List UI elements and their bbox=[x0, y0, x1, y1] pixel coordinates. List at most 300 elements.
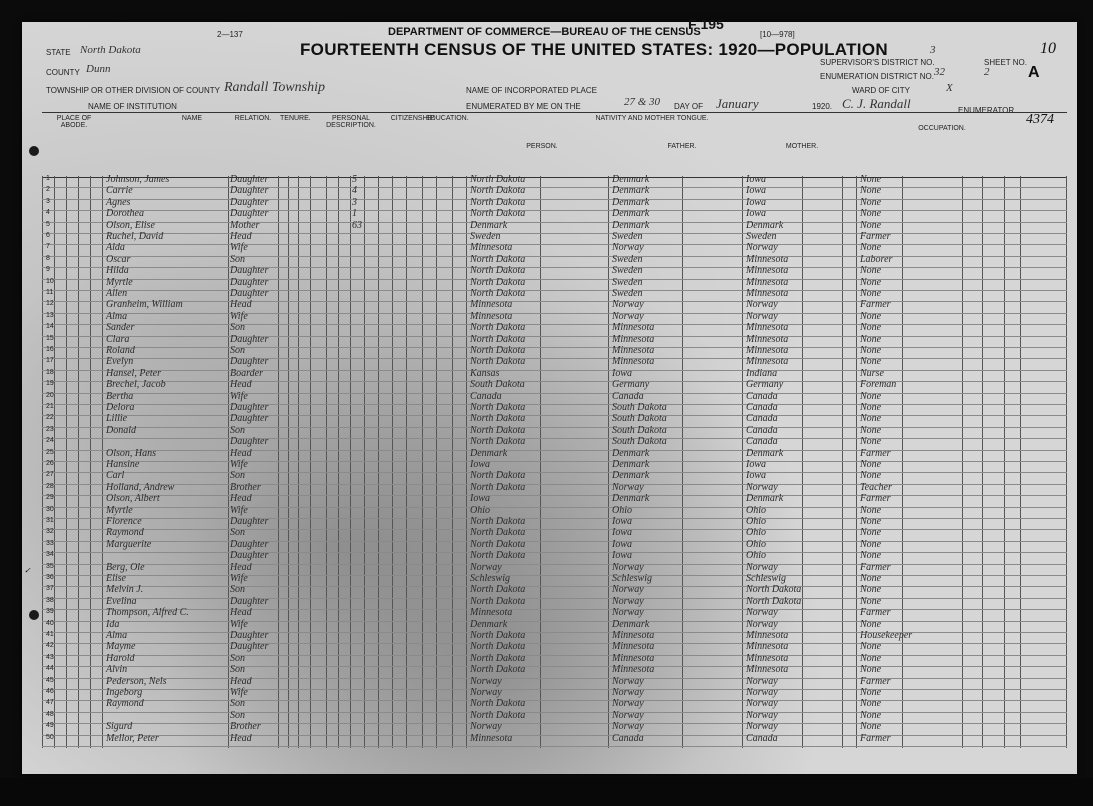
row-occupation: None bbox=[860, 390, 882, 402]
row-line bbox=[42, 290, 1067, 291]
row-line bbox=[42, 507, 1067, 508]
row-father-birthplace: Sweden bbox=[612, 288, 643, 299]
row-line bbox=[42, 472, 1067, 473]
row-name: Evelina bbox=[106, 595, 137, 607]
row-name: Elise bbox=[106, 573, 126, 584]
row-mother-birthplace: Minnesota bbox=[746, 276, 789, 288]
row-relation: Daughter bbox=[230, 402, 269, 413]
row-father-birthplace: Norway bbox=[612, 675, 644, 687]
row-number: 10 bbox=[46, 277, 54, 285]
row-line bbox=[42, 575, 1067, 576]
nativity-heading: NATIVITY AND MOTHER TONGUE. bbox=[595, 115, 709, 122]
row-name: Berg, Ole bbox=[106, 561, 145, 573]
row-relation: Wife bbox=[230, 687, 248, 698]
row-birthplace: North Dakota bbox=[470, 276, 526, 288]
row-birthplace: North Dakota bbox=[470, 709, 526, 721]
row-name: Raymond bbox=[106, 698, 144, 710]
row-father-birthplace: Schleswig bbox=[612, 573, 652, 584]
row-line bbox=[42, 187, 1067, 188]
row-name: Harold bbox=[106, 652, 135, 664]
row-line bbox=[42, 746, 1067, 747]
form-code: [10—978] bbox=[760, 30, 795, 39]
row-father-birthplace: Minnesota bbox=[612, 652, 655, 664]
row-birthplace: Denmark bbox=[470, 219, 508, 231]
personal-heading: PERSONAL DESCRIPTION. bbox=[326, 115, 376, 129]
row-relation: Son bbox=[230, 664, 245, 676]
row-number: 43 bbox=[46, 653, 54, 661]
row-mother-birthplace: Denmark bbox=[746, 219, 784, 231]
row-name: Alma bbox=[106, 310, 128, 322]
row-number: 44 bbox=[46, 665, 54, 673]
row-occupation: None bbox=[860, 721, 882, 733]
row-relation: Daughter bbox=[230, 208, 269, 220]
row-father-birthplace: South Dakota bbox=[612, 413, 667, 425]
row-occupation: None bbox=[860, 174, 882, 185]
row-number: 24 bbox=[46, 437, 54, 445]
row-relation: Son bbox=[230, 424, 245, 436]
incorporated-label: NAME OF INCORPORATED PLACE bbox=[466, 86, 597, 95]
tenure-heading: TENURE. bbox=[280, 115, 311, 122]
row-line bbox=[42, 529, 1067, 530]
row-father-birthplace: Denmark bbox=[612, 219, 650, 231]
row-occupation: Farmer bbox=[860, 493, 891, 505]
row-line bbox=[42, 404, 1067, 405]
row-occupation: Farmer bbox=[860, 561, 891, 573]
row-number: 2 bbox=[46, 186, 50, 194]
row-name: Alma bbox=[106, 630, 128, 641]
row-birthplace: North Dakota bbox=[470, 664, 526, 676]
row-birthplace: North Dakota bbox=[470, 436, 526, 448]
row-mother-birthplace: Denmark bbox=[746, 493, 784, 505]
row-number: 39 bbox=[46, 608, 54, 616]
row-father-birthplace: Denmark bbox=[612, 185, 650, 197]
row-father-birthplace: Denmark bbox=[612, 447, 650, 459]
row-father-birthplace: Minnesota bbox=[612, 345, 655, 356]
row-name: Thompson, Alfred C. bbox=[106, 607, 189, 619]
row-number: 3 bbox=[46, 197, 50, 205]
enumerator-label: ENUMERATOR. bbox=[958, 106, 1017, 115]
row-birthplace: North Dakota bbox=[470, 174, 526, 185]
row-relation: Daughter bbox=[230, 641, 269, 653]
row-mother-birthplace: Ohio bbox=[746, 516, 766, 527]
row-line bbox=[42, 678, 1067, 679]
row-name: Alda bbox=[106, 242, 125, 254]
row-occupation: None bbox=[860, 664, 882, 676]
row-father-birthplace: Norway bbox=[612, 481, 644, 493]
row-birthplace: Minnesota bbox=[470, 242, 513, 254]
row-number: 4 bbox=[46, 209, 50, 217]
row-name: Ida bbox=[106, 618, 120, 630]
row-father-birthplace: Minnesota bbox=[612, 630, 655, 641]
row-name: Oscar bbox=[106, 253, 131, 265]
row-relation: Daughter bbox=[230, 356, 269, 368]
row-occupation: None bbox=[860, 584, 882, 596]
row-occupation: Laborer bbox=[860, 253, 893, 265]
row-father-birthplace: Ohio bbox=[612, 504, 632, 516]
row-mother-birthplace: Minnesota bbox=[746, 641, 789, 653]
row-mother-birthplace: Schleswig bbox=[746, 573, 786, 584]
row-line bbox=[42, 347, 1067, 348]
row-line bbox=[42, 643, 1067, 644]
row-father-birthplace: Denmark bbox=[612, 174, 650, 185]
institution-label: NAME OF INSTITUTION bbox=[88, 102, 177, 111]
row-father-birthplace: Norway bbox=[612, 595, 644, 607]
row-line bbox=[42, 689, 1067, 690]
row-name: Carl bbox=[106, 470, 125, 482]
row-line bbox=[42, 381, 1067, 382]
row-occupation: None bbox=[860, 196, 882, 208]
row-number: 5 bbox=[46, 220, 50, 228]
row-birthplace: North Dakota bbox=[470, 253, 526, 265]
row-occupation: None bbox=[860, 538, 882, 550]
row-relation: Head bbox=[230, 607, 252, 619]
row-number: 41 bbox=[46, 631, 54, 638]
education-heading: EDUCATION. bbox=[426, 115, 469, 122]
row-number: 50 bbox=[46, 733, 54, 741]
row-birthplace: North Dakota bbox=[470, 470, 526, 482]
row-mother-birthplace: Minnesota bbox=[746, 322, 789, 334]
year-label: 1920. bbox=[812, 102, 833, 111]
enumerated-label: ENUMERATED BY ME ON THE bbox=[466, 102, 581, 111]
row-mother-birthplace: Ohio bbox=[746, 504, 766, 516]
row-line bbox=[42, 427, 1067, 428]
enumerator-name: C. J. Randall bbox=[842, 96, 911, 111]
row-name: Carrie bbox=[106, 185, 133, 197]
row-mother-birthplace: Iowa bbox=[746, 196, 766, 208]
row-birthplace: North Dakota bbox=[470, 265, 526, 277]
row-name: Sigurd bbox=[106, 721, 133, 733]
department-heading: DEPARTMENT OF COMMERCE—BUREAU OF THE CENSUS bbox=[388, 26, 701, 38]
row-occupation: None bbox=[860, 413, 882, 425]
row-father-birthplace: Denmark bbox=[612, 459, 650, 470]
row-birthplace: Iowa bbox=[470, 459, 490, 470]
row-father-birthplace: Norway bbox=[612, 584, 644, 596]
row-occupation: Farmer bbox=[860, 607, 891, 619]
row-birthplace: Sweden bbox=[470, 231, 501, 242]
row-mother-birthplace: Canada bbox=[746, 436, 778, 448]
row-number: 25 bbox=[46, 448, 54, 456]
row-occupation: None bbox=[860, 527, 882, 539]
row-occupation: None bbox=[860, 265, 882, 277]
supervisor-label: SUPERVISOR'S DISTRICT NO. bbox=[820, 58, 935, 67]
row-relation: Daughter bbox=[230, 185, 269, 197]
row-name: Holland, Andrew bbox=[106, 481, 175, 493]
row-number: 35 bbox=[46, 562, 54, 570]
stamp-number: F 195 bbox=[688, 16, 724, 32]
row-birthplace: Denmark bbox=[470, 447, 508, 459]
row-birthplace: North Dakota bbox=[470, 356, 526, 368]
row-father-birthplace: Denmark bbox=[612, 470, 650, 482]
row-relation: Head bbox=[230, 732, 252, 744]
row-occupation: None bbox=[860, 322, 882, 334]
row-occupation: None bbox=[860, 709, 882, 721]
row-number: 6 bbox=[46, 232, 50, 239]
day-of-label: DAY OF bbox=[674, 102, 704, 111]
county-label: COUNTY bbox=[46, 68, 80, 77]
row-mother-birthplace: Norway bbox=[746, 675, 778, 687]
sheet-value: 2 bbox=[984, 66, 990, 78]
row-name: Evelyn bbox=[106, 356, 134, 368]
row-line bbox=[42, 723, 1067, 724]
row-mother-birthplace: Germany bbox=[746, 379, 784, 391]
row-mother-birthplace: Norway bbox=[746, 481, 778, 493]
row-number: 34 bbox=[46, 551, 54, 559]
row-line bbox=[42, 495, 1067, 496]
row-father-birthplace: Norway bbox=[612, 242, 644, 254]
row-line bbox=[42, 735, 1067, 736]
row-father-birthplace: Iowa bbox=[612, 550, 632, 562]
county-value: Dunn bbox=[86, 63, 111, 75]
row-name: Olson, Elise bbox=[106, 219, 155, 231]
row-occupation: None bbox=[860, 459, 882, 470]
row-father-birthplace: Norway bbox=[612, 687, 644, 698]
row-occupation: None bbox=[860, 345, 882, 356]
row-occupation: Farmer bbox=[860, 299, 891, 311]
row-occupation: None bbox=[860, 641, 882, 653]
row-occupation: None bbox=[860, 436, 882, 448]
name-heading: NAME bbox=[181, 115, 203, 122]
punch-hole bbox=[29, 146, 39, 156]
row-number: 13 bbox=[46, 311, 54, 319]
row-name: Myrtle bbox=[106, 276, 133, 288]
row-occupation: None bbox=[860, 550, 882, 562]
row-name: Johnson, James bbox=[106, 174, 170, 185]
row-mother-birthplace: Minnesota bbox=[746, 265, 789, 277]
row-number: 42 bbox=[46, 642, 54, 650]
row-occupation: Foreman bbox=[860, 379, 897, 391]
row-line bbox=[42, 358, 1067, 359]
row-mother-birthplace: North Dakota bbox=[746, 595, 802, 607]
margin-number: 4374 bbox=[1026, 112, 1054, 127]
row-birthplace: North Dakota bbox=[470, 538, 526, 550]
row-father-birthplace: Minnesota bbox=[612, 641, 655, 653]
row-name: Granheim, William bbox=[106, 299, 183, 311]
row-mother-birthplace: Indiana bbox=[746, 367, 778, 379]
row-occupation: Housekeeper bbox=[860, 630, 913, 641]
census-table bbox=[42, 176, 1067, 748]
row-number: 20 bbox=[46, 391, 54, 399]
scan-border bbox=[0, 778, 1093, 806]
row-relation: Daughter bbox=[230, 516, 269, 527]
row-relation: Son bbox=[230, 345, 245, 356]
row-father-birthplace: Iowa bbox=[612, 516, 632, 527]
row-relation: Wife bbox=[230, 390, 248, 402]
row-mother-birthplace: Canada bbox=[746, 413, 778, 425]
row-name: Florence bbox=[106, 516, 142, 527]
row-relation: Head bbox=[230, 231, 252, 242]
row-number: 40 bbox=[46, 619, 54, 627]
row-line bbox=[42, 564, 1067, 565]
row-occupation: None bbox=[860, 573, 882, 584]
row-birthplace: North Dakota bbox=[470, 652, 526, 664]
row-name: Raymond bbox=[106, 527, 144, 539]
row-name: Alvin bbox=[106, 664, 128, 676]
row-occupation: None bbox=[860, 219, 882, 231]
row-name: Hilda bbox=[106, 265, 129, 277]
row-relation: Daughter bbox=[230, 276, 269, 288]
sheet-letter: A bbox=[1028, 64, 1040, 81]
row-name: Clara bbox=[106, 333, 130, 345]
row-name: Mellor, Peter bbox=[106, 732, 159, 744]
row-father-birthplace: Sweden bbox=[612, 231, 643, 242]
row-line bbox=[42, 586, 1067, 587]
row-birthplace: Denmark bbox=[470, 618, 508, 630]
row-mother-birthplace: Norway bbox=[746, 310, 778, 322]
row-mother-birthplace: Ohio bbox=[746, 550, 766, 562]
row-relation: Daughter bbox=[230, 538, 269, 550]
row-birthplace: Kansas bbox=[470, 367, 500, 379]
row-name: Myrtle bbox=[106, 504, 133, 516]
row-name: Hansel, Peter bbox=[106, 367, 161, 379]
row-mother-birthplace: Canada bbox=[746, 732, 778, 744]
row-father-birthplace: Norway bbox=[612, 709, 644, 721]
row-occupation: None bbox=[860, 288, 882, 299]
row-mother-birthplace: Minnesota bbox=[746, 345, 789, 356]
row-birthplace: North Dakota bbox=[470, 550, 526, 562]
row-father-birthplace: Germany bbox=[612, 379, 650, 391]
row-number: 32 bbox=[46, 528, 54, 536]
row-occupation: None bbox=[860, 310, 882, 322]
row-occupation: None bbox=[860, 333, 882, 345]
row-number: 9 bbox=[46, 266, 50, 274]
row-father-birthplace: Minnesota bbox=[612, 322, 655, 334]
row-line bbox=[42, 518, 1067, 519]
row-mother-birthplace: Minnesota bbox=[746, 664, 789, 676]
supervisor-value: 3 bbox=[930, 44, 936, 56]
row-name: Delora bbox=[106, 402, 135, 413]
row-birthplace: Norway bbox=[470, 721, 502, 733]
row-birthplace: North Dakota bbox=[470, 196, 526, 208]
row-line bbox=[42, 199, 1067, 200]
row-number: 23 bbox=[46, 425, 54, 433]
row-number: 14 bbox=[46, 323, 54, 331]
row-name: Olson, Hans bbox=[106, 447, 157, 459]
row-father-birthplace: Norway bbox=[612, 607, 644, 619]
row-number: 26 bbox=[46, 460, 54, 467]
row-line bbox=[42, 279, 1067, 280]
row-relation: Wife bbox=[230, 310, 248, 322]
row-birthplace: Iowa bbox=[470, 493, 490, 505]
enumeration-value: 32 bbox=[934, 66, 945, 78]
enumerated-day: 27 & 30 bbox=[624, 96, 661, 108]
row-relation: Son bbox=[230, 470, 245, 482]
row-number: 49 bbox=[46, 722, 54, 730]
row-number: 21 bbox=[46, 403, 54, 410]
row-mother-birthplace: Iowa bbox=[746, 208, 766, 220]
row-relation: Head bbox=[230, 447, 252, 459]
row-name: Pederson, Nels bbox=[106, 675, 167, 687]
row-relation: Son bbox=[230, 253, 245, 265]
row-occupation: None bbox=[860, 424, 882, 436]
row-line bbox=[42, 700, 1067, 701]
row-relation: Wife bbox=[230, 242, 248, 254]
ward-label: WARD OF CITY bbox=[852, 86, 910, 95]
father-heading: FATHER. bbox=[667, 143, 697, 150]
row-number: 45 bbox=[46, 676, 54, 684]
row-relation: Daughter bbox=[230, 196, 269, 208]
row-occupation: None bbox=[860, 504, 882, 516]
row-birthplace: Norway bbox=[470, 687, 502, 698]
row-birthplace: Minnesota bbox=[470, 732, 513, 744]
row-birthplace: North Dakota bbox=[470, 402, 526, 413]
row-line bbox=[42, 393, 1067, 394]
row-occupation: None bbox=[860, 276, 882, 288]
row-relation: Son bbox=[230, 652, 245, 664]
row-father-birthplace: South Dakota bbox=[612, 402, 667, 413]
row-name: Brechel, Jacob bbox=[106, 379, 166, 391]
row-line bbox=[42, 609, 1067, 610]
ward-value: X bbox=[946, 82, 953, 94]
row-name: Bertha bbox=[106, 390, 134, 402]
row-name: Hansine bbox=[106, 459, 140, 470]
row-mother-birthplace: Sweden bbox=[746, 231, 777, 242]
row-relation: Daughter bbox=[230, 550, 269, 562]
row-line bbox=[42, 598, 1067, 599]
row-birthplace: Norway bbox=[470, 561, 502, 573]
row-birthplace: North Dakota bbox=[470, 516, 526, 527]
row-occupation: None bbox=[860, 185, 882, 197]
row-name: Ruchel, David bbox=[106, 231, 164, 242]
row-birthplace: North Dakota bbox=[470, 288, 526, 299]
row-mother-birthplace: Norway bbox=[746, 721, 778, 733]
row-occupation: Farmer bbox=[860, 675, 891, 687]
row-line bbox=[42, 313, 1067, 314]
corner-note: 10 bbox=[1040, 40, 1056, 57]
row-mother-birthplace: Canada bbox=[746, 424, 778, 436]
row-number: 12 bbox=[46, 300, 54, 308]
row-mother-birthplace: Canada bbox=[746, 390, 778, 402]
row-father-birthplace: Minnesota bbox=[612, 356, 655, 368]
row-line bbox=[42, 415, 1067, 416]
margin-mark: ✓ bbox=[24, 566, 31, 575]
row-relation: Head bbox=[230, 561, 252, 573]
row-occupation: None bbox=[860, 595, 882, 607]
row-mother-birthplace: Norway bbox=[746, 607, 778, 619]
state-value: North Dakota bbox=[80, 44, 141, 56]
row-name: Lillie bbox=[106, 413, 128, 425]
row-occupation: None bbox=[860, 687, 882, 698]
row-relation: Daughter bbox=[230, 413, 269, 425]
row-name: Mayme bbox=[106, 641, 136, 653]
row-line bbox=[42, 244, 1067, 245]
row-number: 22 bbox=[46, 414, 54, 422]
row-birthplace: Minnesota bbox=[470, 607, 513, 619]
row-father-birthplace: Norway bbox=[612, 561, 644, 573]
row-occupation: None bbox=[860, 698, 882, 710]
row-relation: Wife bbox=[230, 618, 248, 630]
row-line bbox=[42, 484, 1067, 485]
enumeration-label: ENUMERATION DISTRICT NO. bbox=[820, 72, 934, 81]
row-occupation: None bbox=[860, 242, 882, 254]
row-birthplace: North Dakota bbox=[470, 322, 526, 334]
row-number: 27 bbox=[46, 471, 54, 479]
form-number: 2—137 bbox=[217, 30, 243, 39]
row-number: 36 bbox=[46, 574, 54, 581]
row-birthplace: North Dakota bbox=[470, 185, 526, 197]
row-birthplace: North Dakota bbox=[470, 584, 526, 596]
row-birthplace: South Dakota bbox=[470, 379, 525, 391]
row-line bbox=[42, 222, 1067, 223]
row-birthplace: Minnesota bbox=[470, 310, 513, 322]
row-mother-birthplace: Canada bbox=[746, 402, 778, 413]
state-label: STATE bbox=[46, 48, 71, 57]
row-occupation: None bbox=[860, 516, 882, 527]
row-relation: Daughter bbox=[230, 265, 269, 277]
row-father-birthplace: Canada bbox=[612, 732, 644, 744]
row-occupation: None bbox=[860, 356, 882, 368]
row-birthplace: North Dakota bbox=[470, 333, 526, 345]
row-number: 7 bbox=[46, 243, 50, 251]
